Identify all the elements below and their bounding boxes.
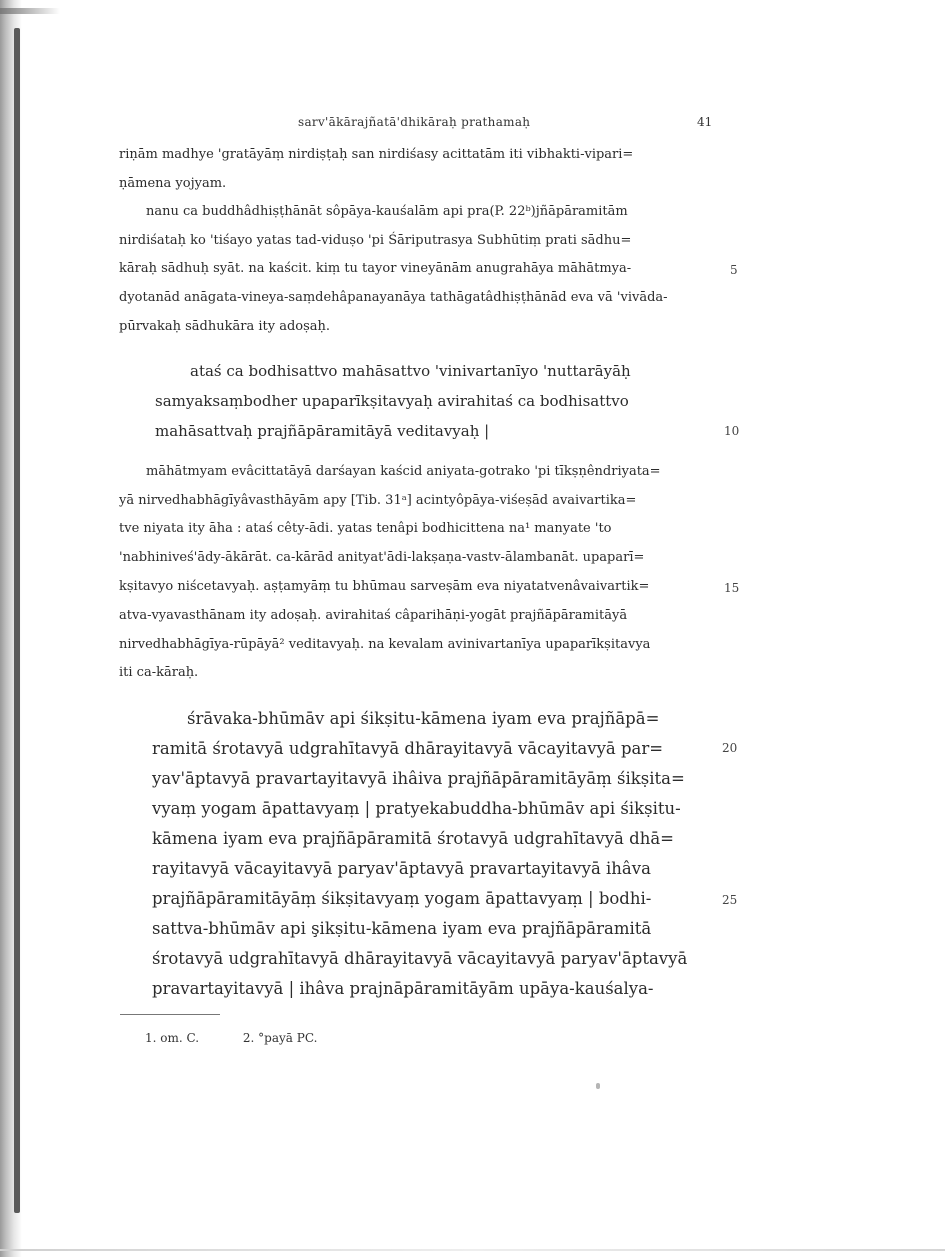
- verse-line: ataś ca bodhisattvo mahāsattvo 'vinivartanīyo 'nuttarāyāḥ: [190, 362, 631, 380]
- text-line: pūrvakaḥ sādhukāra ity adoṣaḥ.: [119, 319, 331, 334]
- text-line: iti ca-kāraḥ.: [119, 665, 199, 680]
- verse-line: ramitā śrotavyā udgrahītavyā dhārayitavyā vācayitavyā par=: [152, 739, 664, 758]
- text-line: atva-vyavasthānam ity adoṣaḥ. avirahitaś câparihāṇi-yogāt prajñāpāramitāyā: [119, 608, 628, 623]
- text-line: tve niyata ity āha : ataś cêty-ādi. yatas tenâpi bodhicittena na¹ manyate 'to: [119, 521, 612, 536]
- footnote-1: 1. om. C.: [145, 1031, 200, 1045]
- verse-line: rayitavyā vācayitavyā paryav'āptavyā pravartayitavyā ihâva: [152, 859, 651, 878]
- running-title: sarv'ākārajñatā'dhikāraḥ prathamaḥ: [298, 115, 531, 129]
- footnote-2: 2. °payā PC.: [242, 1031, 318, 1045]
- paper-speck: [596, 1083, 600, 1089]
- line-number-20: 20: [722, 741, 738, 755]
- page-number: 41: [697, 115, 713, 129]
- text-line: ṇāmena yojyam.: [119, 176, 227, 191]
- text-line: 'nabhiniveś'ādy-ākārāt. ca-kārād anityat'ādi-lakṣaṇa-vastv-ālambanāt. upaparī=: [119, 550, 645, 565]
- text-line: kṣitavyo niścetavyaḥ. aṣṭamyāṃ tu bhūmau sarveṣām eva niyatatvenâvaivartik=: [119, 579, 650, 594]
- footnotes: [145, 1031, 317, 1045]
- verse-line: prajñāpāramitāyāṃ śikṣitavyaṃ yogam āpattavyaṃ | bodhi-: [152, 889, 652, 908]
- text-line: nanu ca buddhâdhiṣṭhānāt sôpāya-kauśalām api pra(P. 22ᵇ)jñāpāramitām: [146, 204, 628, 219]
- scan-top-edge: [0, 8, 60, 14]
- line-number-5: 5: [730, 263, 738, 277]
- text-line: kāraḥ sādhuḥ syāt. na kaścit. kiṃ tu tayor vineyānām anugrahāya māhātmya-: [119, 261, 632, 276]
- verse-line: śrāvaka-bhūmāv api śikṣitu-kāmena iyam eva prajñāpā=: [187, 709, 660, 728]
- book-spine-shadow: [14, 28, 20, 1213]
- verse-line: śrotavyā udgrahītavyā dhārayitavyā vācayitavyā paryav'āptavyā: [152, 949, 688, 968]
- line-number-10: 10: [724, 424, 740, 438]
- text-line: dyotanād anāgata-vineya-saṃdehâpanayanāya tathāgatâdhiṣṭhānād eva vā 'vivāda-: [119, 290, 668, 305]
- line-number-15: 15: [724, 581, 740, 595]
- verse-line: sattva-bhūmāv api şikṣitu-kāmena iyam eva prajñāpāramitā: [152, 919, 652, 938]
- verse-line: yav'āptavyā pravartayitavyā ihâiva prajñāpāramitāyāṃ śikṣita=: [152, 769, 685, 788]
- line-number-25: 25: [722, 893, 738, 907]
- scan-bottom-edge: [0, 1249, 945, 1251]
- verse-line: pravartayitavyā | ihâva prajnāpāramitāyām upāya-kauśalya-: [152, 979, 654, 998]
- text-line: yā nirvedhabhāgīyâvasthāyām apy [Tib. 31ᵃ] acintyôpāya-viśeṣād avaivartika=: [119, 493, 637, 508]
- footnote-rule: [120, 1014, 220, 1015]
- text-line: nirvedhabhāgīya-rūpāyā² veditavyaḥ. na kevalam avinivartanīya upaparīkṣitavya: [119, 637, 651, 652]
- verse-line: vyaṃ yogam āpattavyaṃ | pratyekabuddha-bhūmāv api śikṣitu-: [152, 799, 681, 818]
- verse-line: kāmena iyam eva prajñāpāramitā śrotavyā udgrahītavyā dhā=: [152, 829, 674, 848]
- text-line: māhātmyam evâcittatāyā darśayan kaścid aniyata-gotrako 'pi tīkṣṇêndriyata=: [146, 464, 661, 479]
- text-line: riṇām madhye 'gratāyāṃ nirdiṣṭaḥ san nirdiśasy acittatām iti vibhakti-vipari=: [119, 147, 634, 162]
- verse-line: samyaksaṃbodher upaparīkṣitavyaḥ avirahitaś ca bodhisattvo: [155, 392, 629, 410]
- text-line: nirdiśataḥ ko 'tiśayo yatas tad-viduṣo 'pi Śāriputrasya Subhūtiṃ prati sādhu=: [119, 233, 632, 248]
- verse-line: mahāsattvaḥ prajñāpāramitāyā veditavyaḥ |: [155, 422, 490, 440]
